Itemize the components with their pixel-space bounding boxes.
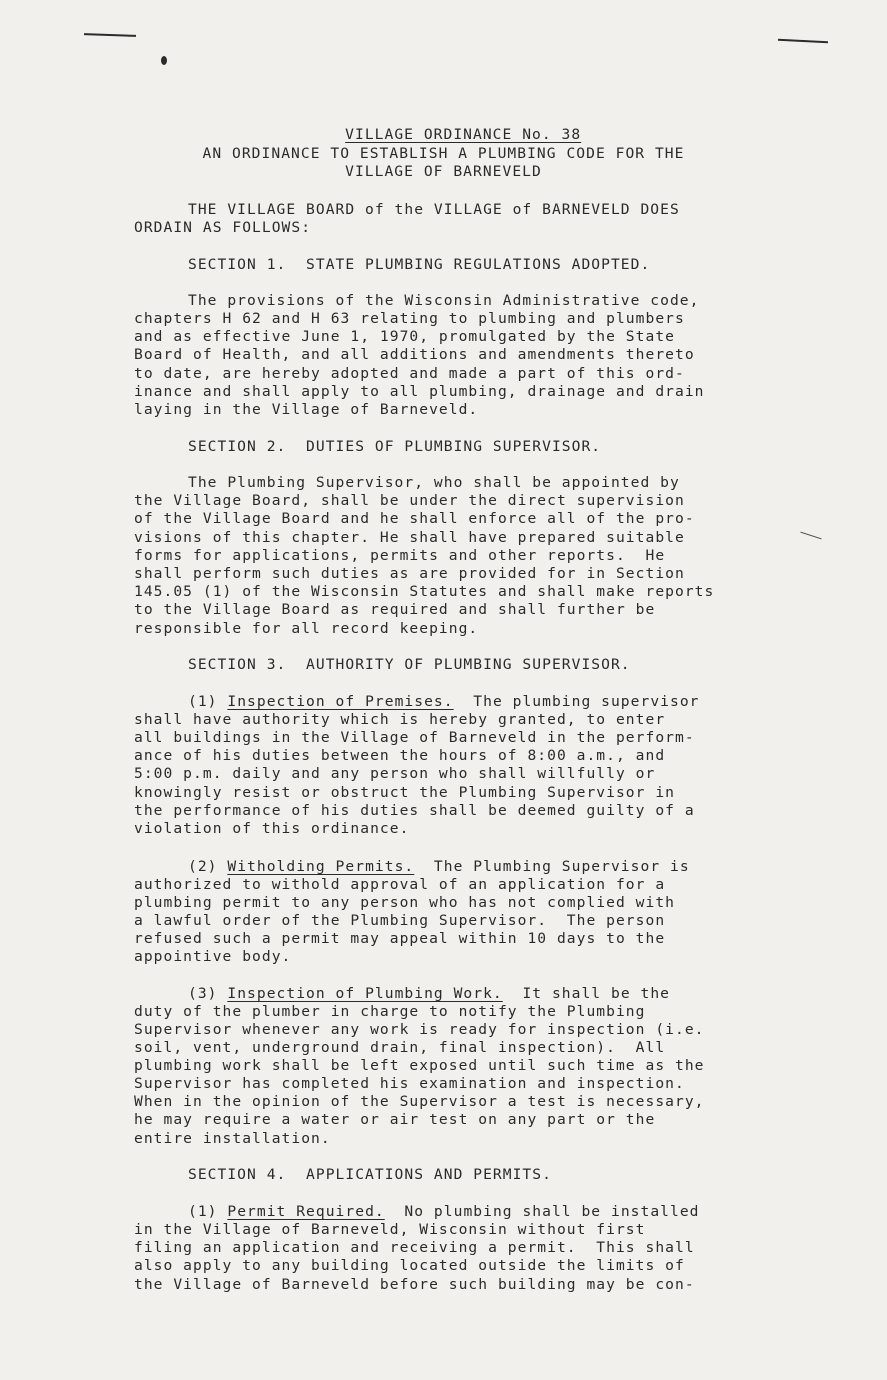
section-2-line: 145.05 (1) of the Wisconsin Statutes and shall make reports [134,583,715,600]
section-4-item-1-first-line: (1) Permit Required. No plumbing shall be installed [188,1203,700,1220]
section-3-item-3-first-line: (3) Inspection of Plumbing Work. It shall be the [188,985,670,1002]
section-2-heading: SECTION 2. DUTIES OF PLUMBING SUPERVISOR. [188,438,602,455]
section-3-item-3-line: entire installation. [134,1130,331,1147]
section-4-heading: SECTION 4. APPLICATIONS AND PERMITS. [188,1166,552,1183]
section-3-item-2-line: refused such a permit may appeal within 10 days to the [134,930,666,947]
section-1-line: to date, are hereby adopted and made a part of this ord- [134,365,685,382]
section-3-item-1-line: knowingly resist or obstruct the Plumbing Supervisor in [134,784,675,801]
section-3-item-3-line: duty of the plumber in charge to notify the Plumbing [134,1003,646,1020]
section-1-line: inance and shall apply to all plumbing, drainage and drain [134,383,705,400]
subsection-title: Inspection of Plumbing Work. [227,985,503,1002]
section-2-line: to the Village Board as required and shall further be [134,601,656,618]
page-title: VILLAGE ORDINANCE No. 38 [345,126,582,144]
section-3-item-2-line: authorized to withold approval of an application for a [134,876,666,893]
section-3-item-1-first-line: (1) Inspection of Premises. The plumbing supervisor [188,693,700,710]
section-4-item-1-line: also apply to any building located outside the limits of [134,1257,685,1274]
section-1-line: laying in the Village of Barneveld. [134,401,479,418]
subsection-title: Witholding Permits. [227,858,415,875]
section-4-item-1-line: the Village of Barneveld before such building may be con- [134,1276,695,1293]
preamble-line-1: THE VILLAGE BOARD of the VILLAGE of BARNEVELD DOES [188,201,680,218]
subtitle-line-1: AN ORDINANCE TO ESTABLISH A PLUMBING CODE FOR THE [202,145,685,162]
section-1-line: The provisions of the Wisconsin Administrative code, [188,292,700,309]
section-1-line: Board of Health, and all additions and amendments thereto [134,346,695,363]
section-2-line: forms for applications, permits and other reports. He [134,547,666,564]
section-3-item-1-line: 5:00 p.m. daily and any person who shall willfully or [134,765,656,782]
section-1-line: and as effective June 1, 1970, promulgated by the State [134,328,675,345]
section-1-heading: SECTION 1. STATE PLUMBING REGULATIONS ADOPTED. [188,256,651,273]
section-2-line: shall perform such duties as are provided for in Section [134,565,685,582]
section-3-item-3-line: When in the opinion of the Supervisor a test is necessary, [134,1093,705,1110]
punch-mark-left [84,33,136,37]
section-2-line: the Village Board, shall be under the direct supervision [134,492,685,509]
section-3-item-1-line: ance of his duties between the hours of 8:00 a.m., and [134,747,666,764]
section-4-item-1-line: in the Village of Barneveld, Wisconsin without first [134,1221,646,1238]
section-2-line: visions of this chapter. He shall have prepared suitable [134,529,685,546]
section-3-heading: SECTION 3. AUTHORITY OF PLUMBING SUPERVISOR. [188,656,631,673]
section-3-item-1-line: shall have authority which is hereby granted, to enter [134,711,666,728]
section-3-item-2-first-line: (2) Witholding Permits. The Plumbing Supervisor is [188,858,690,875]
section-3-item-2-line: a lawful order of the Plumbing Supervisor. The person [134,912,666,929]
margin-tick [800,532,821,540]
section-3-item-2-line: appointive body. [134,948,292,965]
subtitle-line-2: VILLAGE OF BARNEVELD [345,163,542,180]
section-3-item-3-line: soil, vent, underground drain, final inspection). All [134,1039,666,1056]
section-3-item-1-line: violation of this ordinance. [134,820,410,837]
section-2-line: The Plumbing Supervisor, who shall be appointed by [188,474,680,491]
section-3-item-1-line: all buildings in the Village of Barneveld in the perform- [134,729,695,746]
section-3-item-3-line: plumbing work shall be left exposed until such time as the [134,1057,705,1074]
punch-mark-right [778,39,828,44]
section-3-item-3-line: he may require a water or air test on any part or the [134,1111,656,1128]
section-3-item-2-line: plumbing permit to any person who has not complied with [134,894,675,911]
subsection-title: Inspection of Premises. [227,693,454,710]
subsection-title: Permit Required. [227,1203,385,1220]
section-4-item-1-line: filing an application and receiving a permit. This shall [134,1239,695,1256]
section-2-line: of the Village Board and he shall enforce all of the pro- [134,510,695,527]
section-1-line: chapters H 62 and H 63 relating to plumbing and plumbers [134,310,685,327]
section-3-item-1-line: the performance of his duties shall be deemed guilty of a [134,802,695,819]
ink-dot [161,56,167,65]
preamble-line-2: ORDAIN AS FOLLOWS: [134,219,312,236]
section-2-line: responsible for all record keeping. [134,620,479,637]
section-3-item-3-line: Supervisor has completed his examination and inspection. [134,1075,685,1092]
section-3-item-3-line: Supervisor whenever any work is ready for inspection (i.e. [134,1021,705,1038]
